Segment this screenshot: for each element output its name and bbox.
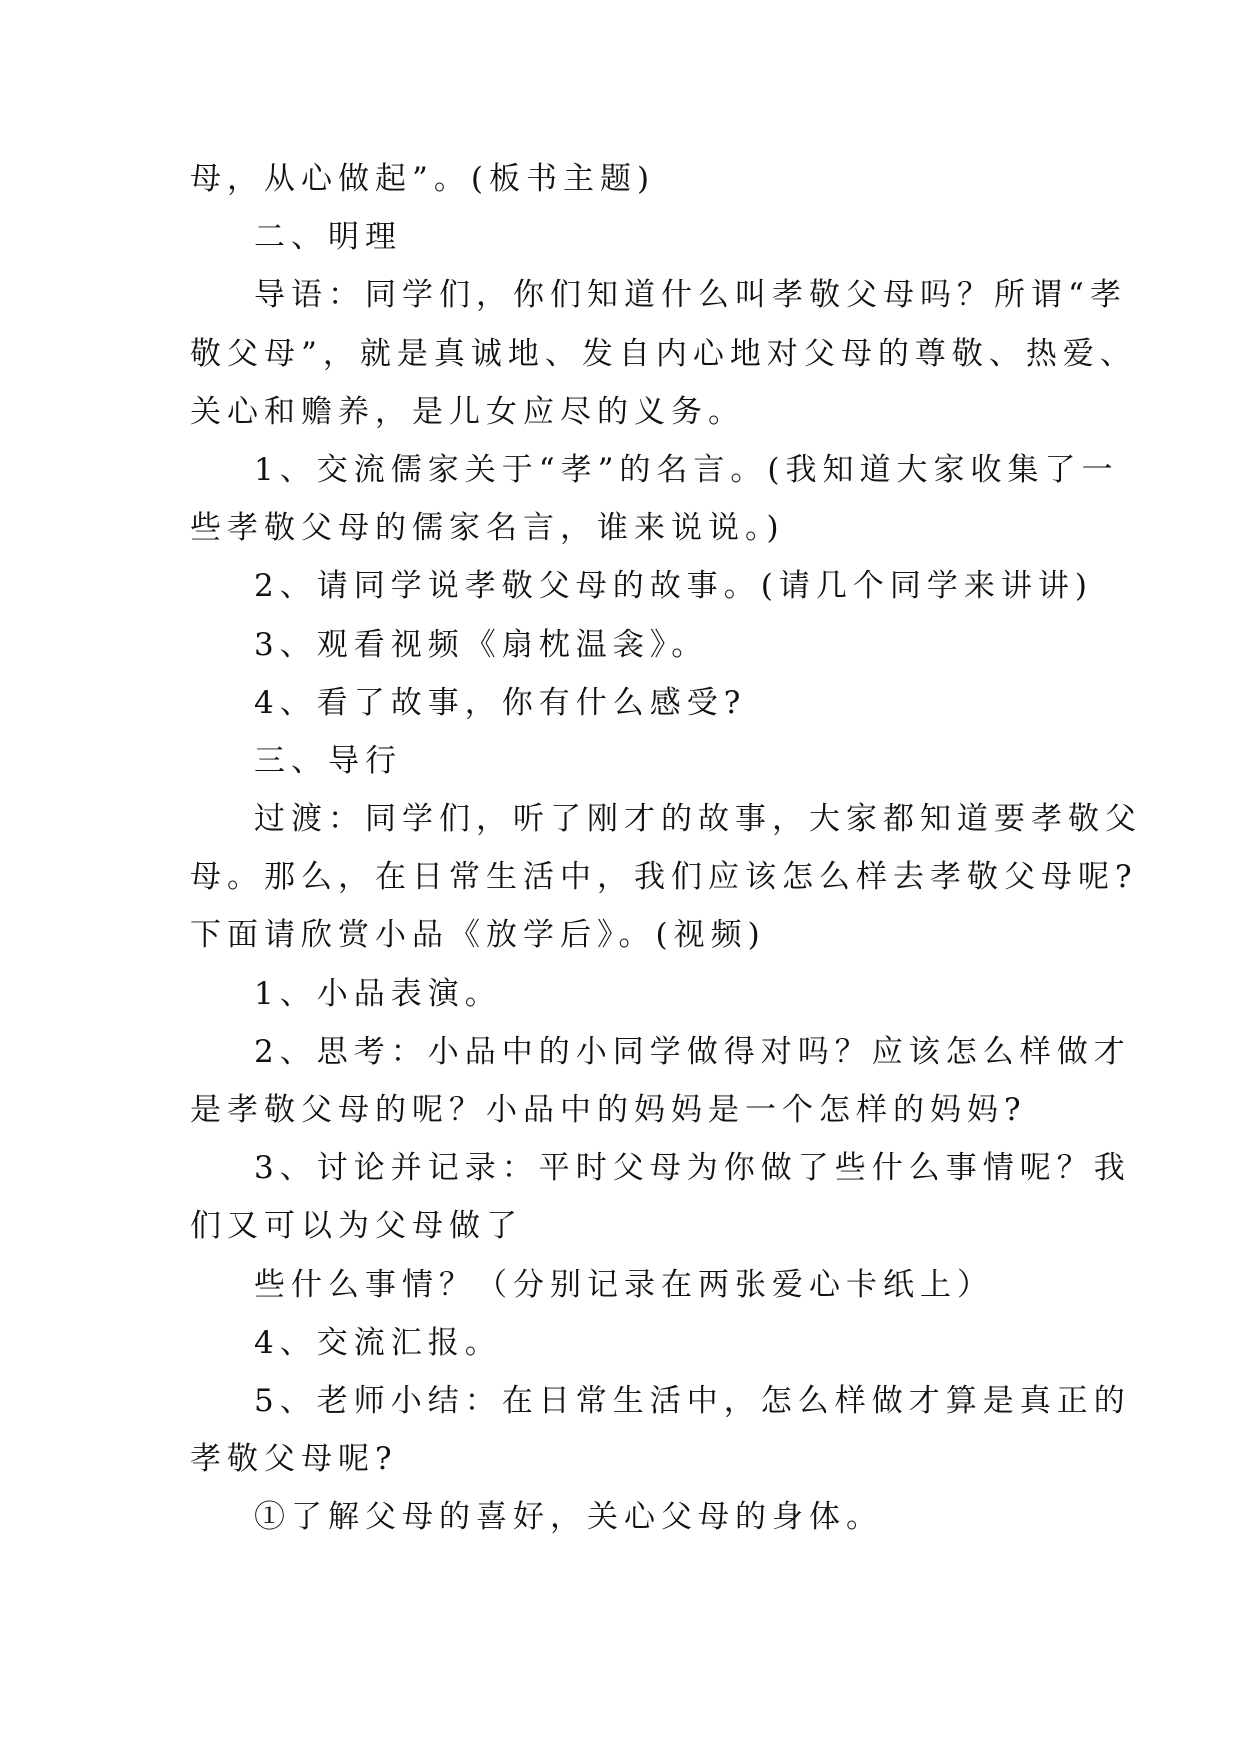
text-line: 些什么事情？（分别记录在两张爱心卡纸上） [254,1266,994,1303]
section-heading: 二、明理 [254,219,402,256]
list-item: 2、请同学说孝敬父母的故事。(请几个同学来讲讲) [254,568,1093,605]
text-line: 些孝敬父母的儒家名言，谁来说说。) [190,510,785,547]
text-line: 敬父母”，就是真诚地、发自内心地对父母的尊敬、热爱、 [190,335,1137,372]
list-item: 5、老师小结：在日常生活中，怎么样做才算是真正的 [254,1382,1131,1419]
text-line: 孝敬父母呢? [190,1441,398,1478]
list-item: 3、观看视频《扇枕温衾》。 [254,626,709,663]
text-line: 下面请欣赏小品《放学后》。(视频) [190,917,766,954]
section-heading: 三、导行 [254,742,402,779]
text-line: 是孝敬父母的呢？小品中的妈妈是一个怎样的妈妈? [190,1092,1027,1128]
list-item: 2、思考：小品中的小同学做得对吗？应该怎么样做才 [254,1033,1131,1070]
list-item: 1、小品表演。 [254,975,502,1012]
text-line: 过渡：同学们，听了刚才的故事，大家都知道要孝敬父 [254,801,1142,838]
text-line: 导语：同学们，你们知道什么叫孝敬父母吗？所谓“孝 [254,277,1127,314]
text-line: 关心和赡养，是儿女应尽的义务。 [190,393,745,430]
list-item: 3、讨论并记录：平时父母为你做了些什么事情呢？我 [254,1150,1131,1187]
list-item: 4、看了故事，你有什么感受? [254,684,747,721]
text-line: 母，从心做起”。(板书主题) [190,161,656,197]
list-item: ①了解父母的喜好，关心父母的身体。 [254,1499,883,1536]
text-line: 母。那么，在日常生活中，我们应该怎么样去孝敬父母呢? [190,859,1138,896]
text-line: 们又可以为父母做了 [190,1208,523,1245]
list-item: 1、交流儒家关于“孝”的名言。(我知道大家收集了一 [254,451,1119,488]
document-body [190,150,1142,1547]
list-item: 4、交流汇报。 [254,1324,502,1361]
